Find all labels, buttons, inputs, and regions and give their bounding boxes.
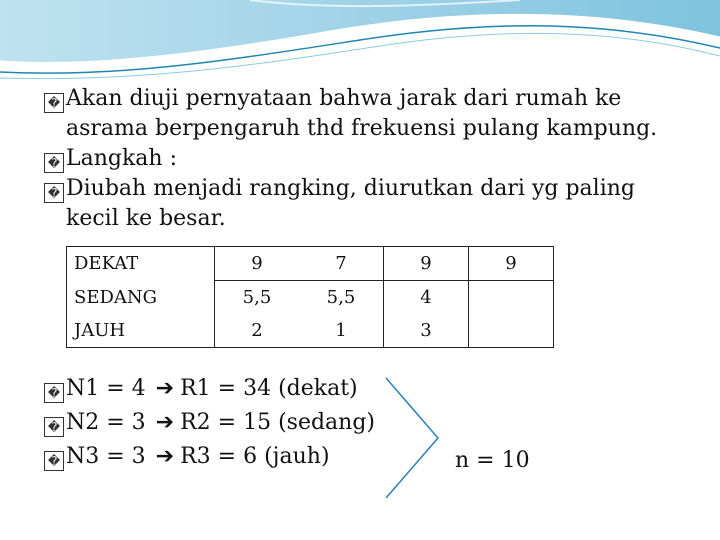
n-value: N3 = 3 — [66, 444, 146, 469]
table-cell: 5,5 — [326, 287, 356, 308]
table-cell: 1 — [299, 314, 384, 348]
bullet-text: Akan diuji pernyataan bahwa jarak dari rumah ke — [66, 86, 622, 111]
arrow-right-icon: ➔ — [155, 410, 175, 435]
row-label: SEDANG — [67, 281, 215, 315]
bullet-placeholder-icon: � — [44, 451, 64, 471]
header-wave-banner — [0, 0, 720, 90]
table-row — [67, 247, 554, 281]
bullet-list — [44, 84, 704, 234]
rank-table — [66, 246, 554, 348]
table-cell — [469, 314, 554, 348]
row-label: DEKAT — [67, 247, 215, 281]
table-cell — [469, 281, 554, 315]
arrow-right-icon: ➔ — [155, 376, 175, 401]
result-item-2 — [44, 406, 375, 440]
bullet-item-2 — [44, 144, 704, 174]
bullet-text: Langkah : — [66, 146, 177, 171]
bullet-placeholder-icon: � — [44, 93, 64, 113]
total-n: n = 10 — [455, 448, 530, 473]
table-cell: 2 — [215, 314, 300, 348]
table-row — [67, 281, 554, 315]
bullet-placeholder-icon: � — [44, 153, 64, 173]
bullet-text: Diubah menjadi rangking, diurutkan dari yg paling — [66, 176, 635, 201]
bullet-item-1 — [44, 84, 704, 114]
result-item-1 — [44, 372, 375, 406]
table-cell: 9 — [469, 247, 554, 281]
bullet-item-3 — [44, 174, 704, 204]
table-cell: 5,5 — [215, 281, 300, 315]
n-value: N2 = 3 — [66, 410, 146, 435]
r-value: R3 = 6 (jauh) — [180, 444, 330, 469]
bullet-placeholder-icon: � — [44, 383, 64, 403]
table-cell: 9 — [215, 247, 300, 281]
bullet-item-3-continuation: kecil ke besar. — [66, 206, 226, 231]
r-value: R1 = 34 (dekat) — [180, 376, 358, 401]
arrow-right-icon: ➔ — [155, 444, 175, 469]
bullet-placeholder-icon: � — [44, 183, 64, 203]
table-row — [67, 314, 554, 348]
result-item-3 — [44, 440, 375, 474]
bullet-item-1-continuation: asrama berpengaruh thd frekuensi pulang kampung. — [66, 116, 658, 141]
results-list — [44, 372, 375, 474]
table-cell: 7 — [299, 247, 384, 281]
table-cell: 4 — [384, 281, 469, 315]
table-cell: 9 — [384, 247, 469, 281]
n-value: N1 = 4 — [66, 376, 146, 401]
r-value: R2 = 15 (sedang) — [180, 410, 376, 435]
bullet-placeholder-icon: � — [44, 417, 64, 437]
table-cell: 3 — [384, 314, 469, 348]
row-label: JAUH — [67, 314, 215, 348]
